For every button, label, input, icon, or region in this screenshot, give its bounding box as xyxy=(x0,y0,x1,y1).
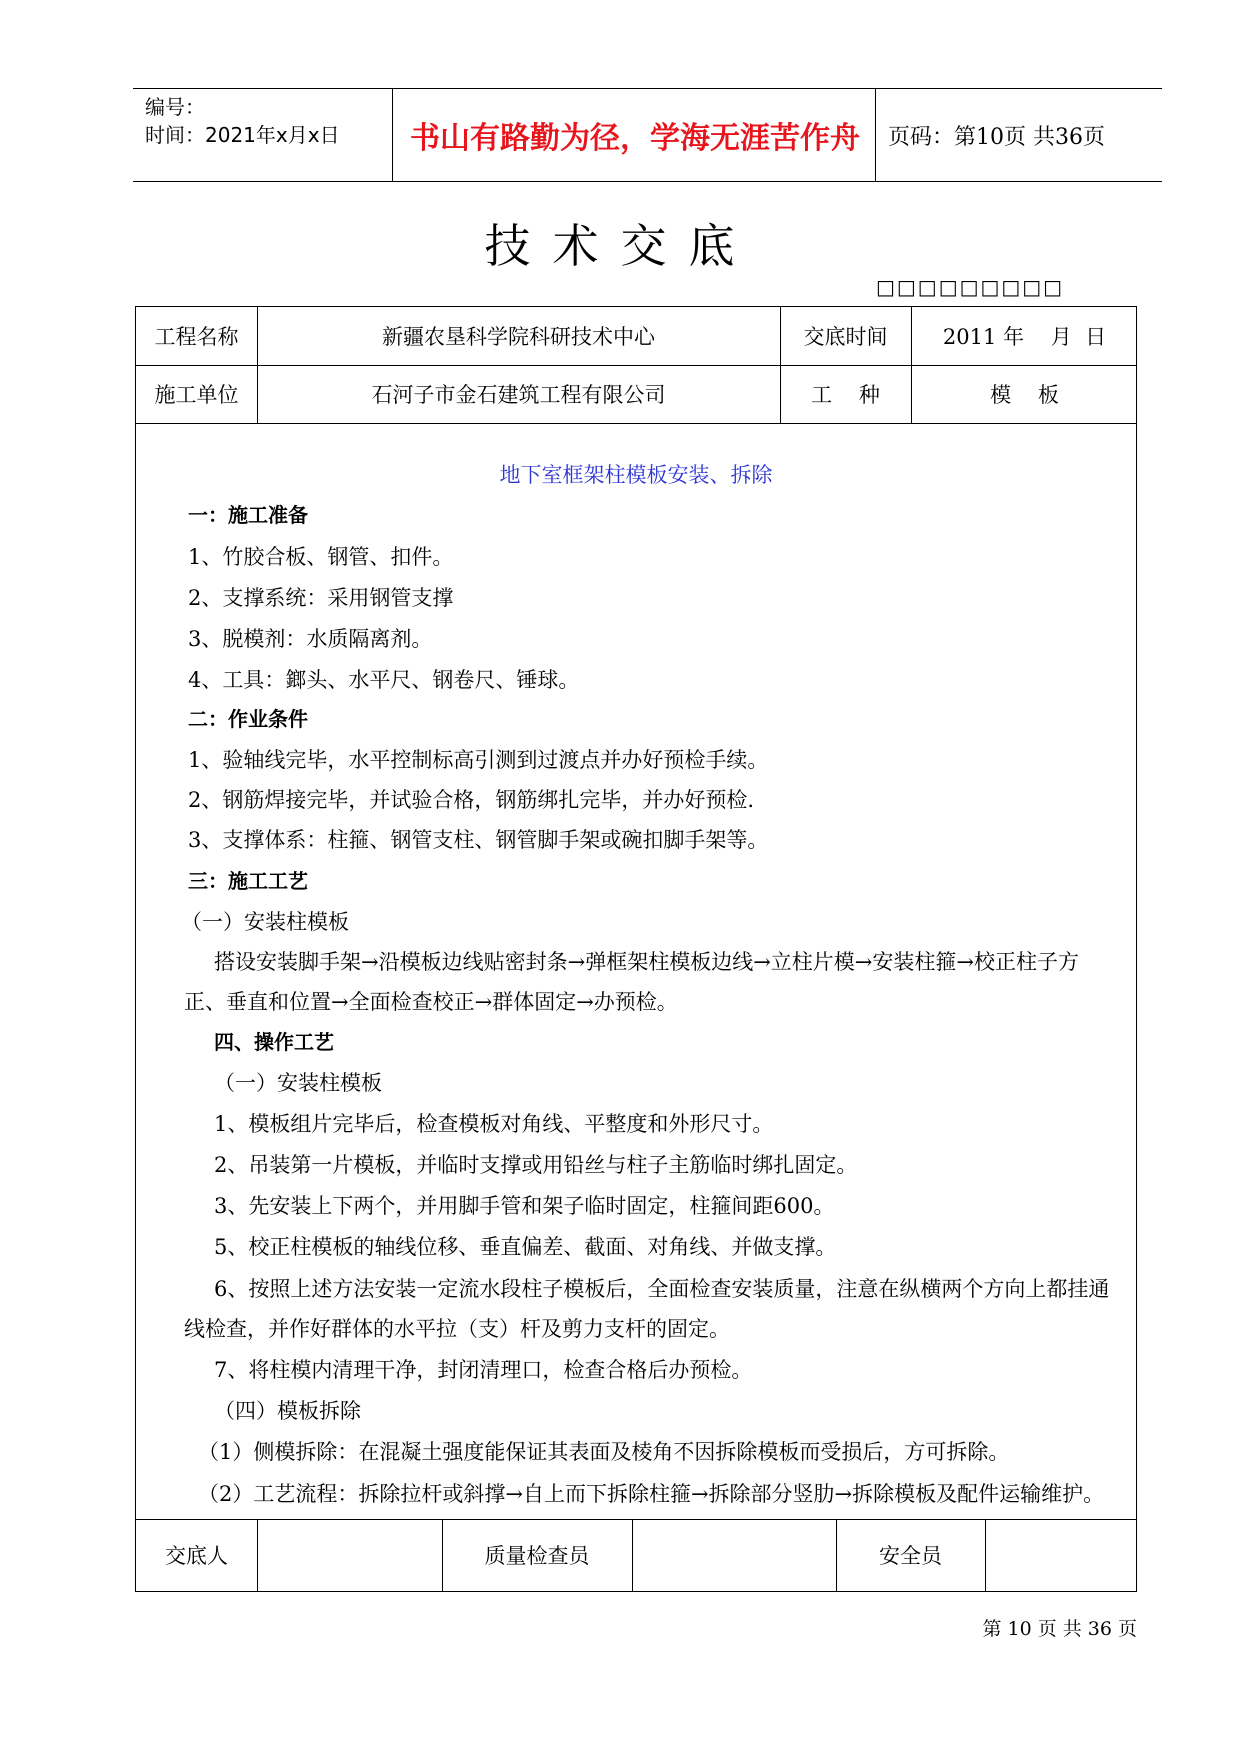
header-divider xyxy=(875,89,876,181)
content-line: 3、支撑体系：柱箍、钢管支柱、钢管脚手架或碗扣脚手架等。 xyxy=(188,828,769,852)
project-name-value: 新疆农垦科学院科研技术中心 xyxy=(382,325,655,349)
content-line: 1、验轴线完毕，水平控制标高引测到过渡点并办好预检手续。 xyxy=(188,748,769,772)
safety-officer-label: 安全员 xyxy=(879,1544,942,1568)
content-line: 2、支撑系统：采用钢管支撑 xyxy=(188,586,454,610)
content-line: 2、吊装第一片模板，并临时支撑或用铅丝与柱子主筋临时绑扎固定。 xyxy=(214,1153,858,1177)
content-line: 2、钢筋焊接完毕，并试验合格，钢筋绑扎完毕，并办好预检. xyxy=(188,788,755,812)
number-label: 编号： xyxy=(145,95,205,119)
content-line: 线检查，并作好群体的水平拉（支）杆及剪力支杆的固定。 xyxy=(184,1317,730,1341)
construction-unit-label: 施工单位 xyxy=(154,383,239,407)
content-line: 正、垂直和位置→全面检查校正→群体固定→办预检。 xyxy=(184,990,678,1014)
briefing-content xyxy=(136,425,1136,1519)
content-line: 5、校正柱模板的轴线位移、垂直偏差、截面、对角线、并做支撑。 xyxy=(214,1235,837,1259)
technical-briefing-table xyxy=(135,306,1137,1592)
project-name-label: 工程名称 xyxy=(154,325,239,349)
header-page-info: 页码：第10页 共36页 xyxy=(888,124,1105,150)
trade-value: 模 板 xyxy=(990,383,1059,407)
content-subtitle: 地下室框架柱模板安装、拆除 xyxy=(499,463,773,487)
safety-officer-signature-field xyxy=(985,1519,1138,1591)
trade-label: 工 种 xyxy=(811,383,880,407)
briefing-date-value: 2011 年 月 日 xyxy=(942,325,1107,349)
page-footer-number: 第 10 页 共 36 页 xyxy=(982,1618,1137,1640)
presenter-label: 交底人 xyxy=(165,1544,228,1568)
construction-unit-value: 石河子市金石建筑工程有限公司 xyxy=(371,383,666,407)
document-title: 技术交底 xyxy=(484,219,757,273)
content-line: 3、脱模剂：水质隔离剂。 xyxy=(188,627,433,651)
content-line: 1、竹胶合板、钢管、扣件。 xyxy=(188,545,454,569)
header-divider xyxy=(392,89,393,181)
header-meta xyxy=(145,93,340,149)
row-divider xyxy=(136,423,1136,424)
section-heading: 三：施工工艺 xyxy=(188,869,308,893)
quality-inspector-signature-field xyxy=(632,1519,836,1591)
briefing-date-label: 交底时间 xyxy=(803,325,888,349)
content-line: （2）工艺流程：拆除拉杆或斜撑→自上而下拆除柱箍→拆除部分竖肋→拆除模板及配件运输维护。 xyxy=(198,1482,1105,1506)
content-line: （一）安装柱模板 xyxy=(181,910,349,934)
section-heading: 二：作业条件 xyxy=(188,707,308,731)
section-heading: 四、操作工艺 xyxy=(214,1030,334,1054)
presenter-signature-field xyxy=(257,1519,442,1591)
content-line: 4、工具：鎯头、水平尺、钢卷尺、锤球。 xyxy=(188,668,580,692)
content-line: （四）模板拆除 xyxy=(214,1399,361,1423)
content-line: （1）侧模拆除：在混凝土强度能保证其表面及棱角不因拆除模板而受损后，方可拆除。 xyxy=(198,1440,1010,1464)
page-header xyxy=(133,88,1162,182)
content-line: 1、模板组片完毕后，检查模板对角线、平整度和外形尺寸。 xyxy=(214,1112,774,1136)
header-motto: 书山有路勤为径，学海无涯苦作舟 xyxy=(410,121,860,156)
content-line: 3、先安装上下两个，并用脚手管和架子临时固定，柱箍间距600。 xyxy=(214,1194,835,1218)
content-line: 6、按照上述方法安装一定流水段柱子模板后，全面检查安装质量，注意在纵横两个方向上都挂通 xyxy=(214,1277,1110,1301)
document-number-boxes: □□□□□□□□□ xyxy=(876,275,1065,299)
content-line: 7、将柱模内清理干净，封闭清理口，检查合格后办预检。 xyxy=(214,1358,753,1382)
content-line: 搭设安装脚手架→沿模板边线贴密封条→弹框架柱模板边线→立柱片模→安装柱箍→校正柱子方 xyxy=(214,950,1079,974)
time-label: 时间：2021年x月x日 xyxy=(145,123,340,147)
content-line: （一）安装柱模板 xyxy=(214,1071,382,1095)
section-heading: 一：施工准备 xyxy=(188,503,308,527)
quality-inspector-label: 质量检查员 xyxy=(484,1544,590,1568)
